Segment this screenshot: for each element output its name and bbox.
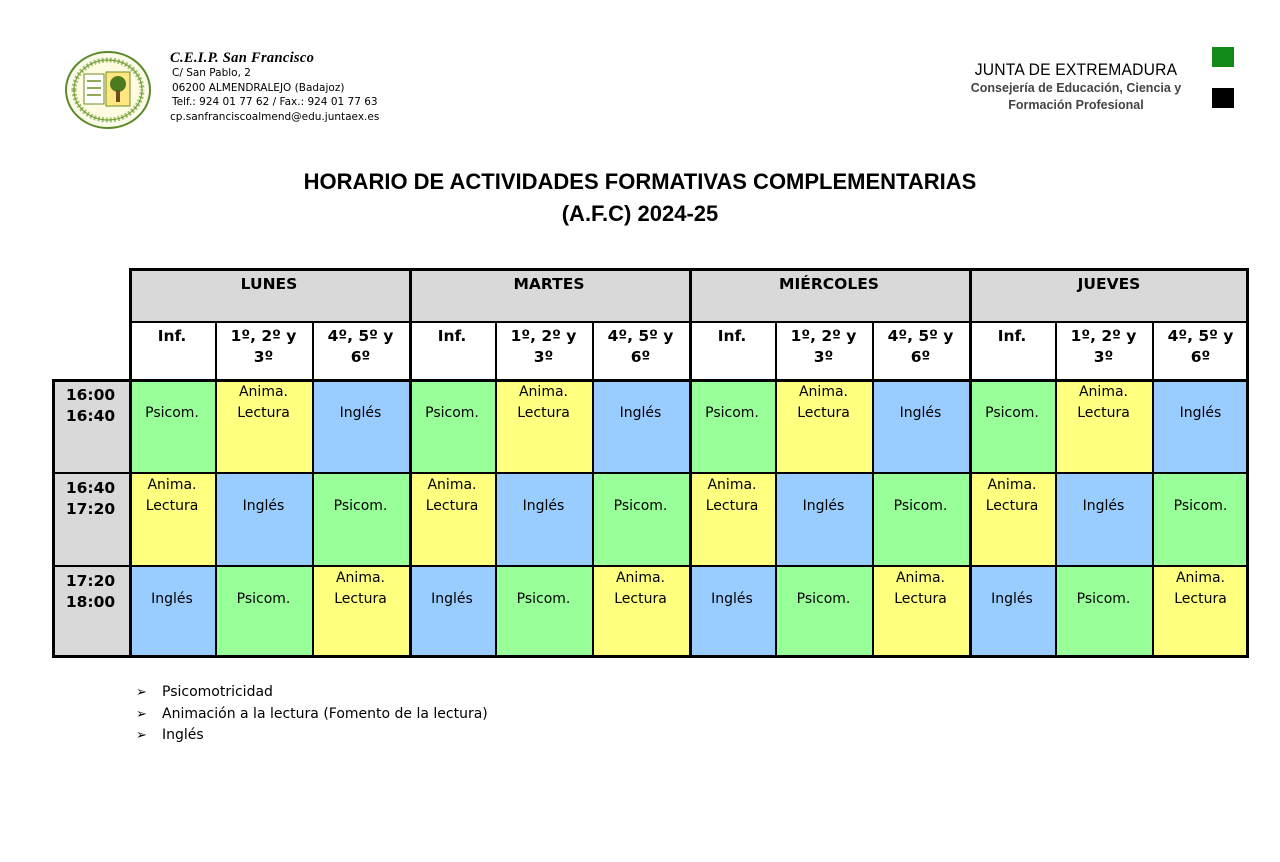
schedule-table — [52, 268, 1241, 660]
grid-line — [969, 268, 972, 658]
activity-cell: Inglés — [409, 565, 495, 658]
day-header: JUEVES — [969, 268, 1249, 321]
grid-line — [775, 321, 777, 658]
grid-line — [52, 472, 1249, 474]
activity-cell: Inglés — [129, 565, 215, 658]
activity-cell: Inglés — [215, 472, 312, 565]
junta-flag-green-icon — [1212, 47, 1234, 67]
grid-line — [312, 321, 314, 658]
grid-line — [1152, 321, 1154, 658]
activity-cell: Inglés — [872, 379, 969, 472]
activity-cell: Inglés — [312, 379, 409, 472]
activity-cell: Anima. Lectura — [409, 472, 495, 565]
legend-label: Animación a la lectura (Fomento de la lectura) — [162, 705, 488, 722]
activity-cell: Psicom. — [969, 379, 1055, 472]
page-title-line2: (A.F.C) 2024-25 — [561, 201, 719, 226]
legend-item — [136, 725, 488, 747]
group-header: Inf. — [689, 321, 775, 379]
legend-label: Psicomotricidad — [162, 684, 273, 700]
grid-line — [495, 321, 497, 658]
activity-cell: Inglés — [592, 379, 689, 472]
group-header: 1º, 2º y 3º — [495, 321, 592, 379]
grid-line — [52, 565, 1249, 567]
school-email: cp.sanfranciscoalmend@edu.juntaex.es — [170, 110, 380, 123]
school-address: C/ San Pablo, 2 — [172, 67, 251, 79]
school-seal-icon — [64, 50, 152, 130]
group-header: 4º, 5º y 6º — [872, 321, 969, 379]
group-header: Inf. — [969, 321, 1055, 379]
grid-line — [52, 655, 1249, 658]
time-slot: 16:00 16:40 — [52, 379, 129, 472]
legend — [136, 682, 488, 747]
activity-cell: Anima. Lectura — [1055, 379, 1152, 472]
grid-line — [409, 268, 412, 658]
time-slot: 17:20 18:00 — [52, 565, 129, 658]
day-header: LUNES — [129, 268, 409, 321]
group-header: 1º, 2º y 3º — [775, 321, 872, 379]
grid-line — [215, 321, 217, 658]
school-name: C.E.I.P. San Francisco — [170, 50, 315, 66]
grid-line — [1246, 268, 1249, 658]
activity-cell: Anima. Lectura — [312, 565, 409, 658]
activity-cell: Anima. Lectura — [969, 472, 1055, 565]
day-header: MIÉRCOLES — [689, 268, 969, 321]
activity-cell: Psicom. — [409, 379, 495, 472]
activity-cell: Psicom. — [775, 565, 872, 658]
activity-cell: Anima. Lectura — [689, 472, 775, 565]
activity-cell: Inglés — [775, 472, 872, 565]
activity-cell: Psicom. — [689, 379, 775, 472]
grid-line — [689, 268, 692, 658]
activity-cell: Psicom. — [495, 565, 592, 658]
grid-line — [592, 321, 594, 658]
arrow-bullet-icon: ➢ — [136, 706, 147, 722]
legend-item — [136, 682, 488, 704]
group-header: 4º, 5º y 6º — [312, 321, 409, 379]
group-header: 4º, 5º y 6º — [1152, 321, 1249, 379]
activity-cell: Anima. Lectura — [495, 379, 592, 472]
activity-cell: Anima. Lectura — [1152, 565, 1249, 658]
school-phone: Telf.: 924 01 77 62 / Fax.: 924 01 77 63 — [172, 96, 378, 108]
activity-cell: Anima. Lectura — [775, 379, 872, 472]
group-header: 1º, 2º y 3º — [215, 321, 312, 379]
activity-cell: Anima. Lectura — [215, 379, 312, 472]
activity-cell: Anima. Lectura — [872, 565, 969, 658]
arrow-bullet-icon: ➢ — [136, 685, 147, 700]
junta-block — [950, 60, 1202, 114]
activity-cell: Inglés — [689, 565, 775, 658]
legend-item — [136, 704, 488, 726]
activity-cell: Psicom. — [129, 379, 215, 472]
school-info — [170, 50, 379, 124]
group-header: Inf. — [409, 321, 495, 379]
activity-cell: Psicom. — [1152, 472, 1249, 565]
junta-flag-black-icon — [1212, 88, 1234, 108]
junta-department-line1: Consejería de Educación, Ciencia y — [970, 81, 1182, 95]
page-title — [0, 166, 1280, 230]
activity-cell: Psicom. — [592, 472, 689, 565]
grid-line — [1055, 321, 1057, 658]
time-slot: 16:40 17:20 — [52, 472, 129, 565]
activity-cell: Psicom. — [872, 472, 969, 565]
activity-cell: Anima. Lectura — [129, 472, 215, 565]
day-header: MARTES — [409, 268, 689, 321]
activity-cell: Inglés — [1055, 472, 1152, 565]
activity-cell: Inglés — [495, 472, 592, 565]
arrow-bullet-icon: ➢ — [136, 728, 147, 743]
legend-label: Inglés — [162, 727, 204, 743]
group-header: 4º, 5º y 6º — [592, 321, 689, 379]
activity-cell: Psicom. — [1055, 565, 1152, 658]
junta-name: JUNTA DE EXTREMADURA — [974, 60, 1178, 79]
activity-cell: Inglés — [969, 565, 1055, 658]
grid-line — [52, 379, 1249, 382]
activity-cell: Inglés — [1152, 379, 1249, 472]
activity-cell: Psicom. — [215, 565, 312, 658]
school-city: 06200 ALMENDRALEJO (Badajoz) — [172, 81, 345, 94]
activity-cell: Psicom. — [312, 472, 409, 565]
grid-line — [872, 321, 874, 658]
grid-line — [129, 268, 132, 658]
group-header: 1º, 2º y 3º — [1055, 321, 1152, 379]
junta-department-line2: Formación Profesional — [1008, 98, 1144, 112]
activity-cell: Anima. Lectura — [592, 565, 689, 658]
group-header: Inf. — [129, 321, 215, 379]
page-title-line1: HORARIO DE ACTIVIDADES FORMATIVAS COMPLEMENTARIAS — [303, 169, 977, 194]
grid-line — [52, 379, 55, 658]
